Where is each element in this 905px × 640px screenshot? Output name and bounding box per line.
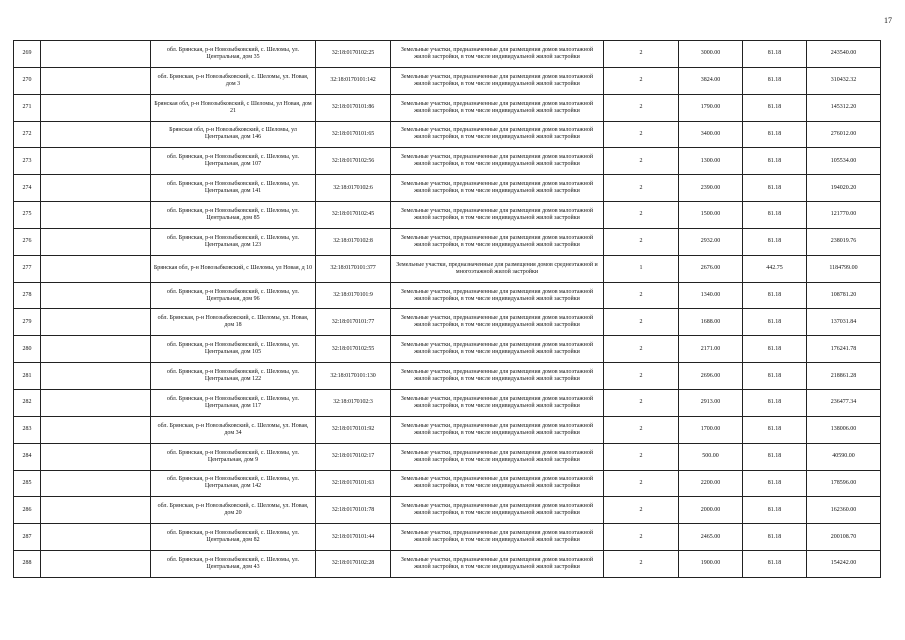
total-value-cell: 236477.34 <box>807 389 881 416</box>
address-cell: обл. Брянская, р-н Новозыбковский, с. Шеломы, ул. Центральная, дом 43 <box>151 551 316 578</box>
address-cell: обл. Брянская, р-н Новозыбковский, с. Шеломы, ул. Центральная, дом 82 <box>151 524 316 551</box>
row-number: 275 <box>14 202 41 229</box>
row-number: 286 <box>14 497 41 524</box>
rate-cell: 81.18 <box>743 121 807 148</box>
land-use-cell: Земельные участки, предназначенные для размещения домов малоэтажной жилой застройки, в том числе индивидуальной жилой застройки <box>391 363 604 390</box>
empty-cell <box>41 336 151 363</box>
total-value-cell: 238019.76 <box>807 228 881 255</box>
land-use-cell: Земельные участки, предназначенные для размещения домов малоэтажной жилой застройки, в том числе индивидуальной жилой застройки <box>391 416 604 443</box>
table-row <box>14 443 881 470</box>
category-cell: 2 <box>604 336 679 363</box>
table-body <box>14 41 881 578</box>
row-number: 287 <box>14 524 41 551</box>
empty-cell <box>41 41 151 68</box>
address-cell: обл. Брянская, р-н Новозыбковский, с. Шеломы, ул. Центральная, дом 122 <box>151 363 316 390</box>
land-use-cell: Земельные участки, предназначенные для размещения домов малоэтажной жилой застройки, в том числе индивидуальной жилой застройки <box>391 228 604 255</box>
empty-cell <box>41 389 151 416</box>
total-value-cell: 194020.20 <box>807 175 881 202</box>
total-value-cell: 105534.00 <box>807 148 881 175</box>
address-cell: обл. Брянская, р-н Новозыбковский, с. Шеломы, ул. Новая, дом 18 <box>151 309 316 336</box>
area-cell: 2696.00 <box>679 363 743 390</box>
cadastral-number-cell: 32:18:0170101:65 <box>316 121 391 148</box>
land-use-cell: Земельные участки, предназначенные для размещения домов малоэтажной жилой застройки, в том числе индивидуальной жилой застройки <box>391 94 604 121</box>
category-cell: 2 <box>604 175 679 202</box>
category-cell: 1 <box>604 255 679 282</box>
row-number: 280 <box>14 336 41 363</box>
address-cell: обл. Брянская, р-н Новозыбковский, с. Шеломы, ул. Новая, дом 3 <box>151 67 316 94</box>
rate-cell: 81.18 <box>743 309 807 336</box>
cadastral-number-cell: 32:18:0170101:86 <box>316 94 391 121</box>
table-row <box>14 416 881 443</box>
area-cell: 3824.00 <box>679 67 743 94</box>
land-use-cell: Земельные участки, предназначенные для размещения домов малоэтажной жилой застройки, в том числе индивидуальной жилой застройки <box>391 524 604 551</box>
row-number: 276 <box>14 228 41 255</box>
category-cell: 2 <box>604 470 679 497</box>
rate-cell: 81.18 <box>743 470 807 497</box>
category-cell: 2 <box>604 309 679 336</box>
area-cell: 2390.00 <box>679 175 743 202</box>
area-cell: 2676.00 <box>679 255 743 282</box>
empty-cell <box>41 67 151 94</box>
rate-cell: 81.18 <box>743 336 807 363</box>
empty-cell <box>41 524 151 551</box>
table-row <box>14 282 881 309</box>
cadastral-number-cell: 32:18:0170102:45 <box>316 202 391 229</box>
area-cell: 1790.00 <box>679 94 743 121</box>
category-cell: 2 <box>604 121 679 148</box>
category-cell: 2 <box>604 41 679 68</box>
land-use-cell: Земельные участки, предназначенные для размещения домов малоэтажной жилой застройки, в том числе индивидуальной жилой застройки <box>391 175 604 202</box>
land-use-cell: Земельные участки, предназначенные для размещения домов малоэтажной жилой застройки, в том числе индивидуальной жилой застройки <box>391 148 604 175</box>
address-cell: обл. Брянская, р-н Новозыбковский, с. Шеломы, ул. Центральная, дом 107 <box>151 148 316 175</box>
area-cell: 2913.00 <box>679 389 743 416</box>
category-cell: 2 <box>604 202 679 229</box>
empty-cell <box>41 551 151 578</box>
area-cell: 3000.00 <box>679 41 743 68</box>
address-cell: обл. Брянская, р-н Новозыбковский, с. Шеломы, ул. Центральная, дом 141 <box>151 175 316 202</box>
rate-cell: 81.18 <box>743 94 807 121</box>
rate-cell: 81.18 <box>743 497 807 524</box>
category-cell: 2 <box>604 524 679 551</box>
empty-cell <box>41 416 151 443</box>
area-cell: 2171.00 <box>679 336 743 363</box>
empty-cell <box>41 309 151 336</box>
total-value-cell: 40590.00 <box>807 443 881 470</box>
empty-cell <box>41 255 151 282</box>
address-cell: обл. Брянская, р-н Новозыбковский, с. Шеломы, ул. Новая, дом 20 <box>151 497 316 524</box>
table-row <box>14 551 881 578</box>
address-cell: Брянская обл, р-н Новозыбковский, с Шеломы, ул Новая, д 10 <box>151 255 316 282</box>
total-value-cell: 138006.00 <box>807 416 881 443</box>
area-cell: 2932.00 <box>679 228 743 255</box>
rate-cell: 81.18 <box>743 282 807 309</box>
cadastral-number-cell: 32:18:0170101:130 <box>316 363 391 390</box>
row-number: 277 <box>14 255 41 282</box>
row-number: 279 <box>14 309 41 336</box>
rate-cell: 81.18 <box>743 389 807 416</box>
rate-cell: 81.18 <box>743 148 807 175</box>
address-cell: обл. Брянская, р-н Новозыбковский, с. Шеломы, ул. Центральная, дом 35 <box>151 41 316 68</box>
table-row <box>14 67 881 94</box>
cadastral-number-cell: 32:18:0170101:92 <box>316 416 391 443</box>
table-row <box>14 202 881 229</box>
total-value-cell: 310432.32 <box>807 67 881 94</box>
address-cell: Брянская обл, р-н Новозыбковский, с Шеломы, ул Новая, дом 21 <box>151 94 316 121</box>
category-cell: 2 <box>604 497 679 524</box>
table-row <box>14 41 881 68</box>
area-cell: 3400.00 <box>679 121 743 148</box>
empty-cell <box>41 148 151 175</box>
empty-cell <box>41 363 151 390</box>
total-value-cell: 243540.00 <box>807 41 881 68</box>
land-use-cell: Земельные участки, предназначенные для размещения домов малоэтажной жилой застройки, в том числе индивидуальной жилой застройки <box>391 336 604 363</box>
cadastral-number-cell: 32:18:0170102:8 <box>316 228 391 255</box>
row-number: 269 <box>14 41 41 68</box>
cadastral-number-cell: 32:18:0170101:63 <box>316 470 391 497</box>
total-value-cell: 218861.28 <box>807 363 881 390</box>
total-value-cell: 145312.20 <box>807 94 881 121</box>
cadastral-number-cell: 32:18:0170101:77 <box>316 309 391 336</box>
empty-cell <box>41 175 151 202</box>
rate-cell: 81.18 <box>743 202 807 229</box>
table-row <box>14 363 881 390</box>
rate-cell: 81.18 <box>743 363 807 390</box>
area-cell: 1688.00 <box>679 309 743 336</box>
cadastral-number-cell: 32:18:0170102:55 <box>316 336 391 363</box>
rate-cell: 81.18 <box>743 41 807 68</box>
table-row <box>14 255 881 282</box>
table-row <box>14 470 881 497</box>
address-cell: обл. Брянская, р-н Новозыбковский, с. Шеломы, ул. Центральная, дом 117 <box>151 389 316 416</box>
address-cell: обл. Брянская, р-н Новозыбковский, с. Шеломы, ул. Новая, дом 34 <box>151 416 316 443</box>
category-cell: 2 <box>604 148 679 175</box>
table-row <box>14 389 881 416</box>
land-use-cell: Земельные участки, предназначенные для размещения домов малоэтажной жилой застройки, в том числе индивидуальной жилой застройки <box>391 282 604 309</box>
rate-cell: 81.18 <box>743 416 807 443</box>
land-use-cell: Земельные участки, предназначенные для размещения домов малоэтажной жилой застройки, в том числе индивидуальной жилой застройки <box>391 121 604 148</box>
land-plot-register-table <box>13 40 881 578</box>
address-cell: Брянская обл, р-н Новозыбковский, с Шеломы, ул Центральная, дом 146 <box>151 121 316 148</box>
area-cell: 2000.00 <box>679 497 743 524</box>
empty-cell <box>41 282 151 309</box>
category-cell: 2 <box>604 443 679 470</box>
empty-cell <box>41 228 151 255</box>
table-row <box>14 524 881 551</box>
empty-cell <box>41 443 151 470</box>
page-number: 17 <box>884 16 892 25</box>
land-use-cell: Земельные участки, предназначенные для размещения домов малоэтажной жилой застройки, в том числе индивидуальной жилой застройки <box>391 67 604 94</box>
row-number: 273 <box>14 148 41 175</box>
area-cell: 2465.00 <box>679 524 743 551</box>
row-number: 284 <box>14 443 41 470</box>
total-value-cell: 162360.00 <box>807 497 881 524</box>
category-cell: 2 <box>604 416 679 443</box>
area-cell: 1900.00 <box>679 551 743 578</box>
address-cell: обл. Брянская, р-н Новозыбковский, с. Шеломы, ул. Центральная, дом 105 <box>151 336 316 363</box>
row-number: 270 <box>14 67 41 94</box>
table-row <box>14 94 881 121</box>
row-number: 272 <box>14 121 41 148</box>
address-cell: обл. Брянская, р-н Новозыбковский, с. Шеломы, ул. Центральная, дом 9 <box>151 443 316 470</box>
area-cell: 1500.00 <box>679 202 743 229</box>
table-row <box>14 336 881 363</box>
address-cell: обл. Брянская, р-н Новозыбковский, с. Шеломы, ул. Центральная, дом 123 <box>151 228 316 255</box>
empty-cell <box>41 94 151 121</box>
land-use-cell: Земельные участки, предназначенные для размещения домов малоэтажной жилой застройки, в том числе индивидуальной жилой застройки <box>391 470 604 497</box>
total-value-cell: 200108.70 <box>807 524 881 551</box>
row-number: 271 <box>14 94 41 121</box>
area-cell: 1700.00 <box>679 416 743 443</box>
category-cell: 2 <box>604 67 679 94</box>
cadastral-number-cell: 32:18:0170102:17 <box>316 443 391 470</box>
total-value-cell: 154242.00 <box>807 551 881 578</box>
category-cell: 2 <box>604 363 679 390</box>
address-cell: обл. Брянская, р-н Новозыбковский, с. Шеломы, ул. Центральная, дом 142 <box>151 470 316 497</box>
cadastral-number-cell: 32:18:0170101:9 <box>316 282 391 309</box>
row-number: 274 <box>14 175 41 202</box>
row-number: 278 <box>14 282 41 309</box>
area-cell: 1300.00 <box>679 148 743 175</box>
total-value-cell: 121770.00 <box>807 202 881 229</box>
total-value-cell: 176241.78 <box>807 336 881 363</box>
land-use-cell: Земельные участки, предназначенные для размещения домов малоэтажной жилой застройки, в том числе индивидуальной жилой застройки <box>391 551 604 578</box>
land-use-cell: Земельные участки, предназначенные для размещения домов малоэтажной жилой застройки, в том числе индивидуальной жилой застройки <box>391 497 604 524</box>
land-use-cell: Земельные участки, предназначенные для размещения домов малоэтажной жилой застройки, в том числе индивидуальной жилой застройки <box>391 443 604 470</box>
total-value-cell: 108781.20 <box>807 282 881 309</box>
table-row <box>14 309 881 336</box>
table-row <box>14 497 881 524</box>
cadastral-number-cell: 32:18:0170102:3 <box>316 389 391 416</box>
row-number: 282 <box>14 389 41 416</box>
rate-cell: 81.18 <box>743 551 807 578</box>
total-value-cell: 1184799.00 <box>807 255 881 282</box>
land-use-cell: Земельные участки, предназначенные для размещения домов малоэтажной жилой застройки, в том числе индивидуальной жилой застройки <box>391 41 604 68</box>
rate-cell: 81.18 <box>743 175 807 202</box>
area-cell: 500.00 <box>679 443 743 470</box>
table-row <box>14 148 881 175</box>
table-row <box>14 121 881 148</box>
address-cell: обл. Брянская, р-н Новозыбковский, с. Шеломы, ул. Центральная, дом 85 <box>151 202 316 229</box>
cadastral-number-cell: 32:18:0170101:78 <box>316 497 391 524</box>
total-value-cell: 137031.84 <box>807 309 881 336</box>
category-cell: 2 <box>604 389 679 416</box>
row-number: 281 <box>14 363 41 390</box>
row-number: 285 <box>14 470 41 497</box>
rate-cell: 81.18 <box>743 67 807 94</box>
total-value-cell: 276012.00 <box>807 121 881 148</box>
category-cell: 2 <box>604 551 679 578</box>
cadastral-number-cell: 32:18:0170101:142 <box>316 67 391 94</box>
land-use-cell: Земельные участки, предназначенные для размещения домов малоэтажной жилой застройки, в том числе индивидуальной жилой застройки <box>391 202 604 229</box>
land-use-cell: Земельные участки, предназначенные для размещения домов среднеэтажной и многоэтажной жилой застройки <box>391 255 604 282</box>
empty-cell <box>41 202 151 229</box>
land-use-cell: Земельные участки, предназначенные для размещения домов малоэтажной жилой застройки, в том числе индивидуальной жилой застройки <box>391 389 604 416</box>
area-cell: 2200.00 <box>679 470 743 497</box>
cadastral-number-cell: 32:18:0170101:377 <box>316 255 391 282</box>
address-cell: обл. Брянская, р-н Новозыбковский, с. Шеломы, ул. Центральная, дом 96 <box>151 282 316 309</box>
cadastral-number-cell: 32:18:0170102:6 <box>316 175 391 202</box>
cadastral-number-cell: 32:18:0170102:56 <box>316 148 391 175</box>
table-row <box>14 175 881 202</box>
cadastral-number-cell: 32:18:0170102:28 <box>316 551 391 578</box>
row-number: 283 <box>14 416 41 443</box>
empty-cell <box>41 497 151 524</box>
land-use-cell: Земельные участки, предназначенные для размещения домов малоэтажной жилой застройки, в том числе индивидуальной жилой застройки <box>391 309 604 336</box>
category-cell: 2 <box>604 228 679 255</box>
cadastral-number-cell: 32:18:0170101:44 <box>316 524 391 551</box>
empty-cell <box>41 121 151 148</box>
rate-cell: 442.75 <box>743 255 807 282</box>
category-cell: 2 <box>604 94 679 121</box>
cadastral-number-cell: 32:18:0170102:25 <box>316 41 391 68</box>
table-row <box>14 228 881 255</box>
category-cell: 2 <box>604 282 679 309</box>
rate-cell: 81.18 <box>743 524 807 551</box>
area-cell: 1340.00 <box>679 282 743 309</box>
rate-cell: 81.18 <box>743 443 807 470</box>
total-value-cell: 178596.00 <box>807 470 881 497</box>
row-number: 288 <box>14 551 41 578</box>
rate-cell: 81.18 <box>743 228 807 255</box>
empty-cell <box>41 470 151 497</box>
